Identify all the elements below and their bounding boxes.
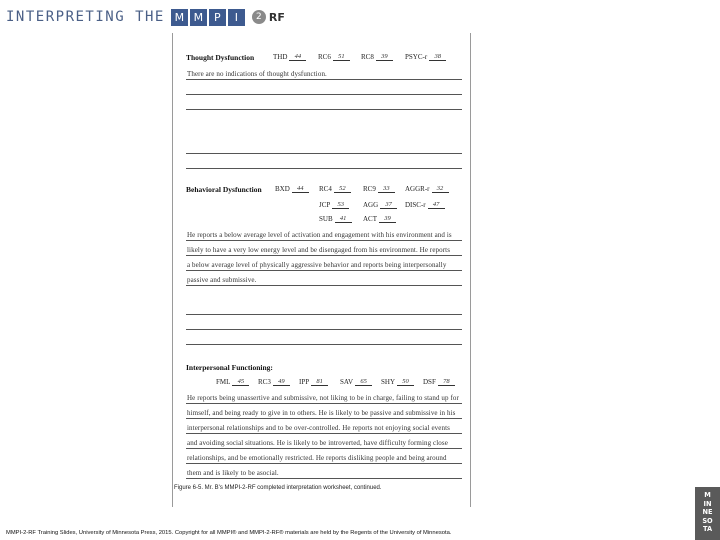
copyright-credit: MMPI-2-RF Training Slides, University of Minnesota Press, 2015. Copyright for all MMPI® and MMPI-2-RF® materials are held by the Regents of the University of Minnesota. (6, 530, 452, 536)
version-circle: 2 (252, 10, 266, 24)
behavioral-line: likely to have a very low energy level and be disengaged from his environment. He reports (187, 246, 451, 254)
scale-shy: SHY 50 (381, 378, 414, 386)
minnesota-press-logo (695, 487, 720, 540)
scale-rc8: RC8 39 (361, 53, 393, 61)
scale-ipp: IPP 81 (299, 378, 328, 386)
mmpi-letter: M (190, 9, 207, 26)
rule-line (186, 285, 462, 286)
scale-agg: AGG 37 (363, 201, 397, 209)
scale-disc-r: DISC-r 47 (405, 201, 445, 209)
rule-line (186, 255, 462, 256)
scale-fml: FML 45 (216, 378, 249, 386)
logo-line: SO (702, 516, 713, 525)
scale-psyc-r: PSYC-r 38 (405, 53, 446, 61)
behavioral-line: a below average level of physically aggressive behavior and reports being interpersonally (187, 261, 447, 269)
figure-caption: Figure 6-5. Mr. B's MMPI-2-RF completed interpretation worksheet, continued. (174, 485, 382, 491)
logo-line: NE (702, 508, 713, 517)
scale-rc3: RC3 49 (258, 378, 290, 386)
thought-text: There are no indications of thought dysfunction. (187, 70, 327, 78)
scale-sub: SUB 41 (319, 215, 352, 223)
scale-aggr-r: AGGR-r 32 (405, 185, 449, 193)
behavioral-line: He reports a below average level of activation and engagement with his environment and is (187, 231, 452, 239)
thought-section-title: Thought Dysfunction (186, 53, 255, 62)
scale-sav: SAV 65 (340, 378, 372, 386)
scale-jcp: JCP 53 (319, 201, 349, 209)
mmpi-letter: M (171, 9, 188, 26)
rule-line (186, 240, 462, 241)
scale-rc9: RC9 33 (363, 185, 395, 193)
rule-line (186, 79, 462, 80)
rule-line (186, 314, 462, 315)
logo-line: M (704, 491, 711, 499)
scale-rc4: RC4 52 (319, 185, 351, 193)
behavioral-line: passive and submissive. (187, 276, 257, 284)
worksheet-page (172, 33, 471, 507)
scale-dsf: DSF 78 (423, 378, 455, 386)
interpersonal-line: relationships, and be emotionally restricted. He reports disliking people and being around (187, 454, 447, 462)
rule-line (186, 433, 462, 434)
rule-line (186, 168, 462, 169)
rule-line (186, 270, 462, 271)
rule-line (186, 463, 462, 464)
logo-line: TA (702, 525, 713, 534)
banner-suffix: RF (268, 10, 285, 24)
rule-line (186, 478, 462, 479)
rule-line (186, 94, 462, 95)
rule-line (186, 153, 462, 154)
behavioral-section-title: Behavioral Dysfunction (186, 185, 262, 194)
interpersonal-line: himself, and being ready to give in to others. He is likely to be passive and submissive in his (187, 409, 456, 417)
interpersonal-line: them and is likely to be asocial. (187, 469, 279, 477)
banner-title: INTERPRETING THE (6, 9, 165, 25)
rule-line (186, 403, 462, 404)
mmpi-letter: P (209, 9, 226, 26)
interpersonal-line: He reports being unassertive and submissive, not liking to be in charge, failing to stand up for (187, 394, 459, 402)
logo-line: IN (703, 499, 712, 508)
mmpi-letter: I (228, 9, 245, 26)
rule-line (186, 448, 462, 449)
rule-line (186, 109, 462, 110)
rule-line (186, 418, 462, 419)
rule-line (186, 329, 462, 330)
interpersonal-line: interpersonal relationships and to be over-controlled. He reports not enjoying social events (187, 424, 450, 432)
scale-thd: THD 44 (273, 53, 306, 61)
interpersonal-section-title: Interpersonal Functioning: (186, 363, 273, 372)
interpersonal-line: and avoiding social situations. He is likely to be introverted, have difficulty forming close (187, 439, 448, 447)
header-banner (6, 7, 285, 27)
scale-bxd: BXD 44 (275, 185, 309, 193)
scale-act: ACT 39 (363, 215, 396, 223)
scale-rc6: RC6 51 (318, 53, 350, 61)
mmpi-logo-letters (171, 9, 247, 26)
rule-line (186, 344, 462, 345)
